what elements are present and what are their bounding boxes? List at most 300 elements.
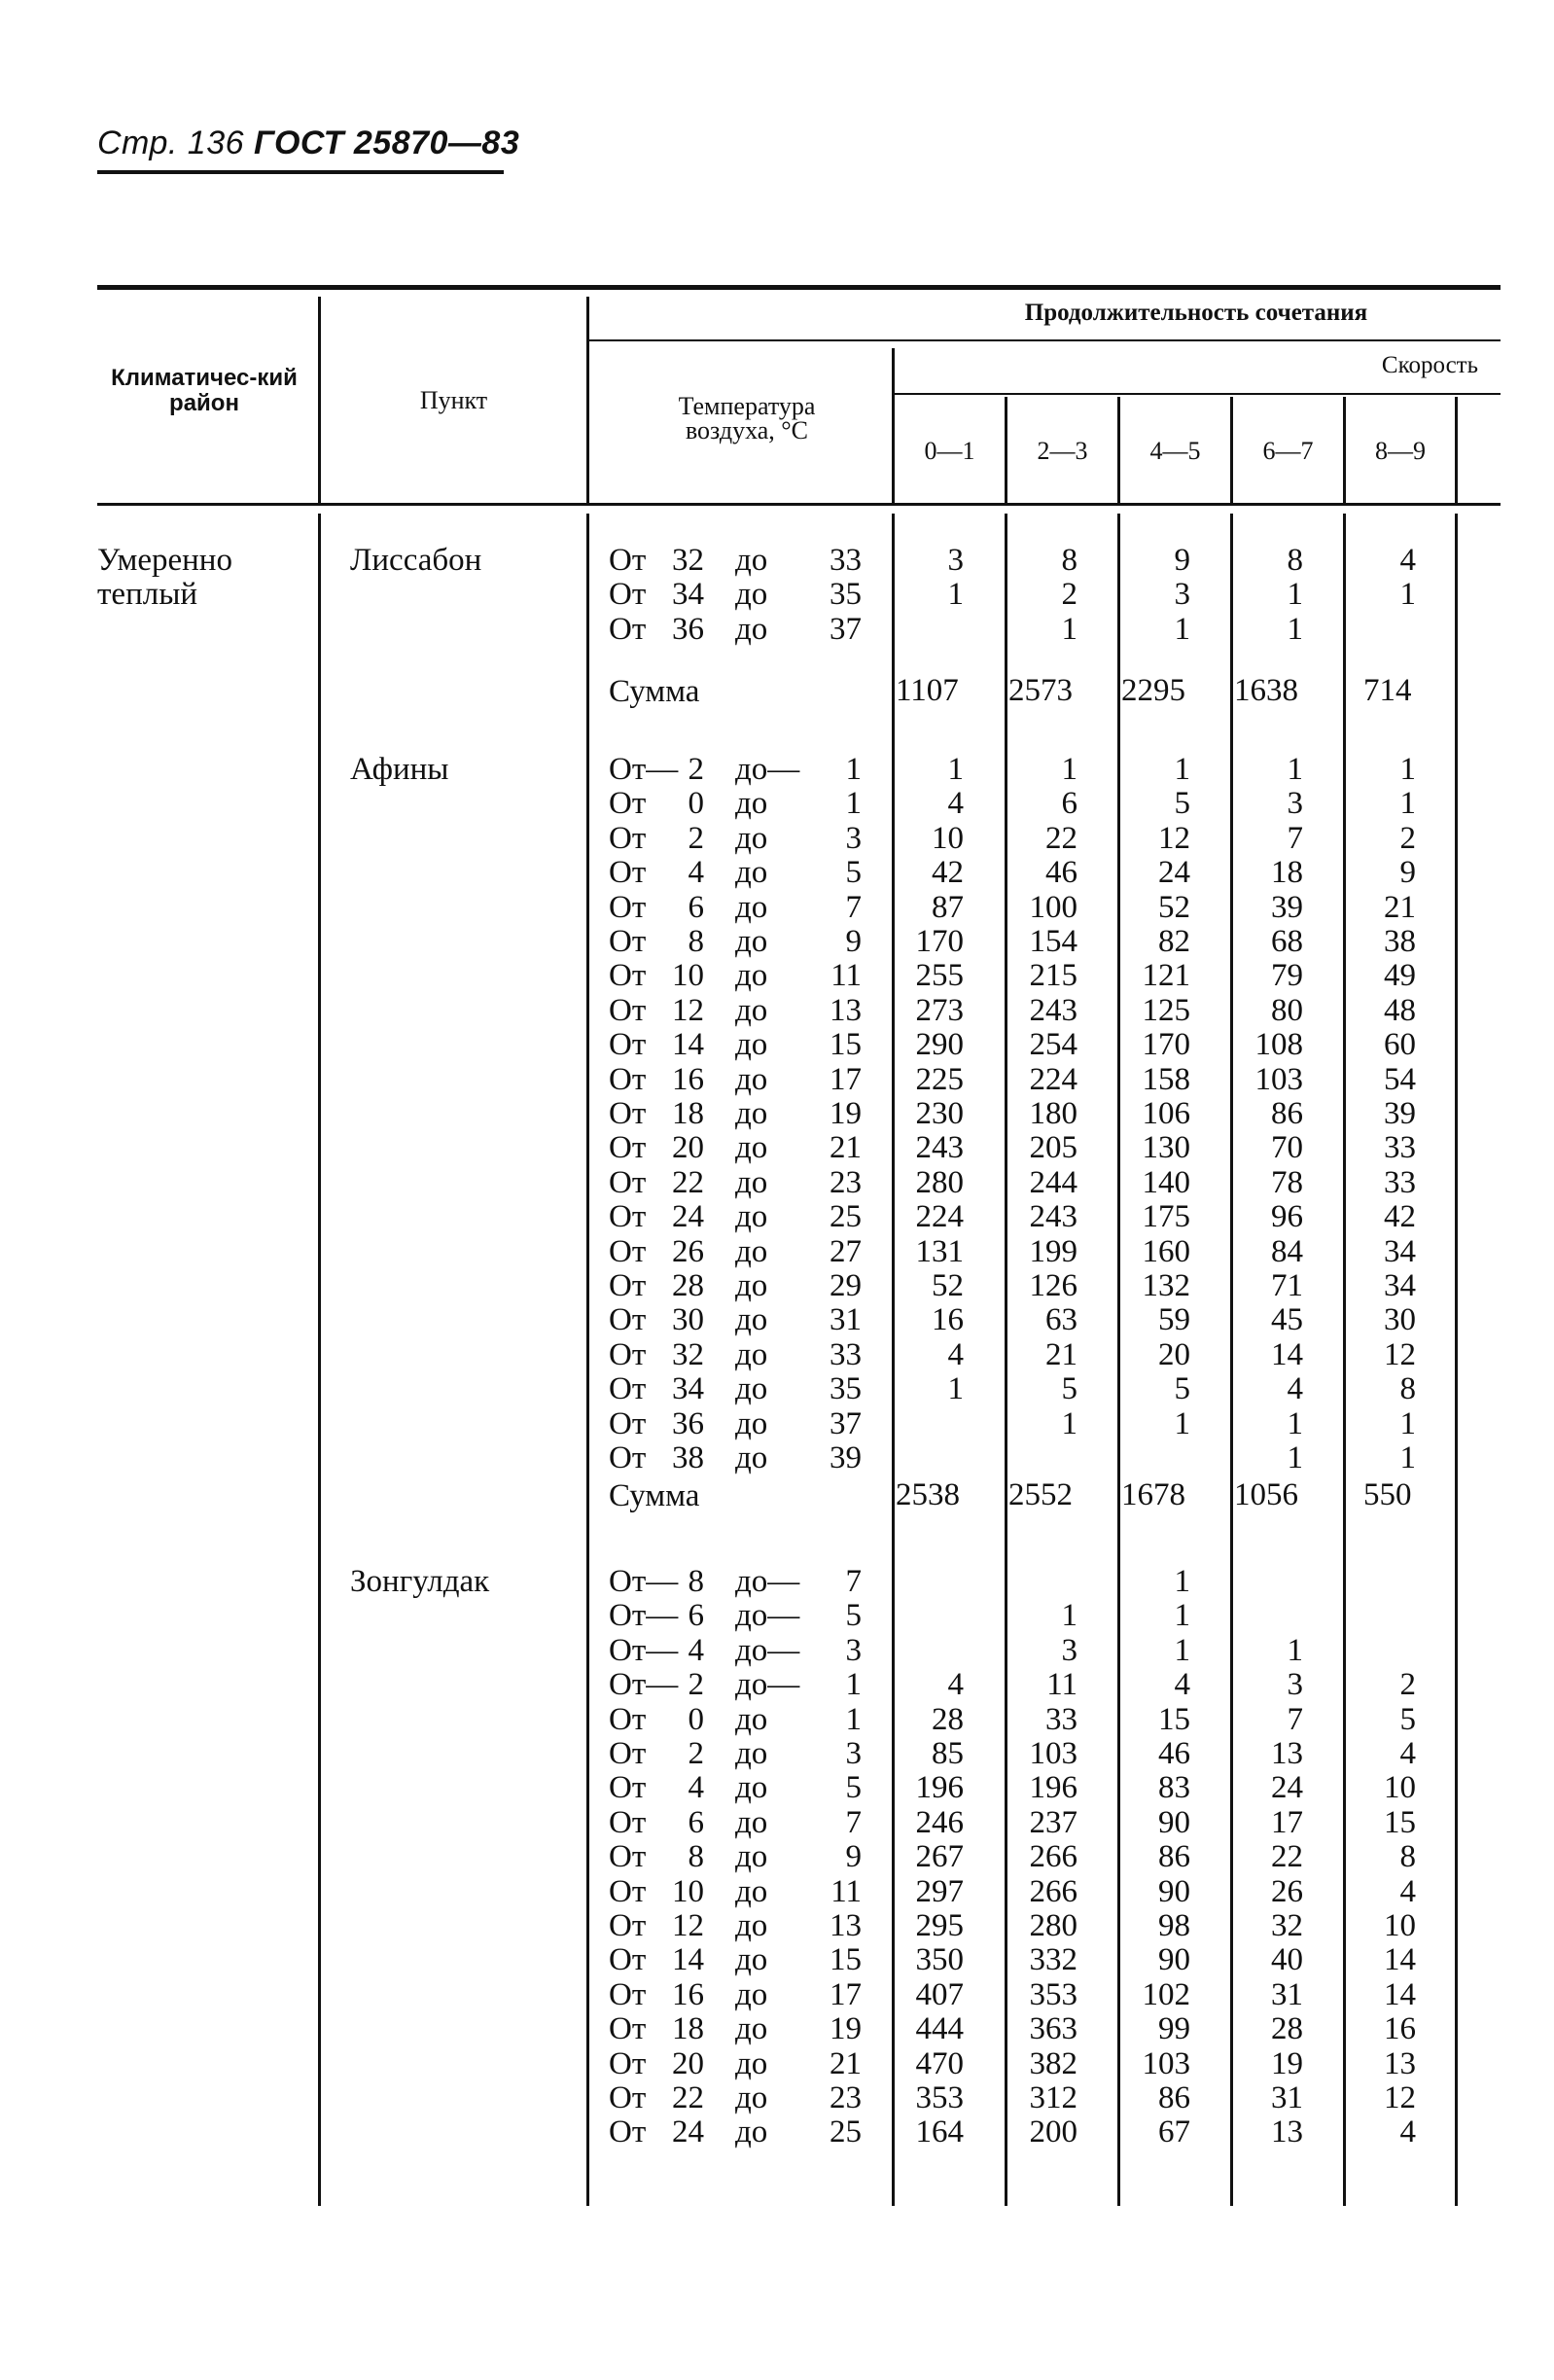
duration-value: 28 xyxy=(1271,2011,1303,2047)
range-from-value: 16 xyxy=(672,1976,704,2012)
range-to-value: 27 xyxy=(830,1233,862,1269)
duration-value: 470 xyxy=(915,2045,964,2081)
duration-value: 407 xyxy=(915,1976,964,2012)
duration-value: 40 xyxy=(1271,1942,1303,1978)
body-divider xyxy=(586,514,589,2206)
duration-value: 85 xyxy=(932,1736,964,1771)
range-from-label: От— xyxy=(609,1598,679,1634)
duration-value: 444 xyxy=(915,2011,964,2047)
range-from-label: От xyxy=(609,924,647,959)
duration-value: 170 xyxy=(1142,1027,1190,1063)
range-to-value: 29 xyxy=(830,1268,862,1303)
range-to-label: до xyxy=(735,1440,768,1475)
temperature-range xyxy=(609,1840,871,1875)
duration-value: 16 xyxy=(1384,2011,1416,2047)
duration-value: 98 xyxy=(1158,1908,1190,1943)
range-to-label: до xyxy=(735,1199,768,1235)
station-name: Зонгулдак xyxy=(350,1564,490,1599)
duration-value: 9 xyxy=(1399,855,1416,891)
duration-value: 1 xyxy=(1287,752,1303,787)
range-to-label: до xyxy=(735,1164,768,1200)
duration-value: 1 xyxy=(1399,577,1416,613)
range-to-label: до xyxy=(735,1942,768,1978)
range-from-value: 16 xyxy=(672,1061,704,1097)
range-from-label: От xyxy=(609,1268,647,1303)
range-to-label: до xyxy=(735,820,768,856)
duration-value: 4 xyxy=(1174,1667,1190,1703)
duration-value: 3 xyxy=(947,543,964,578)
temperature-range xyxy=(609,2012,871,2047)
range-from-label: От xyxy=(609,1839,647,1875)
range-from-label: От xyxy=(609,577,647,613)
duration-value: 86 xyxy=(1271,1096,1303,1131)
duration-value: 4 xyxy=(1399,1873,1416,1909)
duration-value: 46 xyxy=(1045,855,1077,891)
range-to-label: до xyxy=(735,1061,768,1097)
range-to-label: до xyxy=(735,2114,768,2150)
duration-value: 4 xyxy=(1399,1736,1416,1771)
range-to-value: 7 xyxy=(845,1804,862,1840)
duration-value: 225 xyxy=(915,1061,964,1097)
range-from-value: 32 xyxy=(672,1336,704,1372)
duration-value: 140 xyxy=(1142,1164,1190,1200)
sum-label: Сумма xyxy=(609,674,700,709)
range-to-value: 7 xyxy=(845,1564,862,1599)
range-from-label: От xyxy=(609,1164,647,1200)
duration-value: 180 xyxy=(1029,1096,1077,1131)
duration-value: 103 xyxy=(1029,1736,1077,1771)
duration-value: 86 xyxy=(1158,1839,1190,1875)
duration-value: 7 xyxy=(1287,1701,1303,1737)
duration-value: 84 xyxy=(1271,1233,1303,1269)
range-from-value: 6 xyxy=(688,1804,704,1840)
duration-value: 87 xyxy=(932,889,964,925)
duration-value: 13 xyxy=(1271,1736,1303,1771)
duration-value: 1 xyxy=(1399,752,1416,787)
range-to-value: 23 xyxy=(830,2080,862,2115)
duration-value: 1 xyxy=(1174,1405,1190,1441)
sum-value: 2552 xyxy=(1008,1477,1073,1512)
duration-value: 243 xyxy=(1029,992,1077,1028)
duration-value: 5 xyxy=(1399,1701,1416,1737)
duration-value: 5 xyxy=(1061,1371,1077,1407)
range-from-value: 30 xyxy=(672,1302,704,1338)
duration-value: 5 xyxy=(1174,786,1190,822)
range-from-value: 14 xyxy=(672,1942,704,1978)
duration-value: 280 xyxy=(1029,1908,1077,1943)
speed-range-header: 4—5 xyxy=(1149,437,1201,465)
duration-value: 4 xyxy=(1287,1371,1303,1407)
sum-value: 550 xyxy=(1363,1477,1412,1512)
duration-value: 2 xyxy=(1399,820,1416,856)
range-from-value: 0 xyxy=(688,1701,704,1737)
range-to-value: 25 xyxy=(830,1199,862,1235)
range-to-label: до xyxy=(735,1770,768,1806)
range-to-value: 3 xyxy=(845,1736,862,1771)
duration-value: 71 xyxy=(1271,1268,1303,1303)
duration-value: 100 xyxy=(1029,889,1077,925)
range-from-label: От xyxy=(609,2114,647,2150)
range-to-value: 17 xyxy=(830,1061,862,1097)
temperature-range xyxy=(609,1063,871,1098)
duration-value: 82 xyxy=(1158,924,1190,959)
duration-value: 42 xyxy=(932,855,964,891)
range-from-value: 12 xyxy=(672,1908,704,1943)
range-from-label: От xyxy=(609,855,647,891)
range-from-label: От xyxy=(609,1770,647,1806)
range-from-label: От xyxy=(609,786,647,822)
range-to-value: 13 xyxy=(830,1908,862,1943)
range-to-label: до xyxy=(735,992,768,1028)
temperature-range xyxy=(609,925,871,960)
duration-value: 1 xyxy=(947,752,964,787)
duration-value: 4 xyxy=(947,786,964,822)
duration-value: 1 xyxy=(1174,1632,1190,1668)
range-to-label: до— xyxy=(735,1598,800,1634)
duration-value: 38 xyxy=(1384,924,1416,959)
header-bottom-rule xyxy=(97,503,1501,506)
duration-value: 170 xyxy=(915,924,964,959)
speed-range-header: 2—3 xyxy=(1037,437,1088,465)
duration-value: 1 xyxy=(947,1371,964,1407)
range-to-value: 1 xyxy=(845,752,862,787)
header-divider xyxy=(1455,397,1458,503)
temperature-range xyxy=(609,1806,871,1841)
duration-value: 68 xyxy=(1271,924,1303,959)
range-to-label: до xyxy=(735,2011,768,2047)
range-to-label: до xyxy=(735,1405,768,1441)
duration-value: 1 xyxy=(1287,1405,1303,1441)
duration-value: 60 xyxy=(1384,1027,1416,1063)
temperature-range xyxy=(609,959,871,994)
range-from-label: От xyxy=(609,1061,647,1097)
range-to-label: до xyxy=(735,889,768,925)
region-name xyxy=(97,544,232,613)
temperature-range xyxy=(609,1028,871,1063)
range-to-value: 37 xyxy=(830,611,862,647)
range-to-value: 33 xyxy=(830,543,862,578)
range-from-value: 18 xyxy=(672,1096,704,1131)
range-to-value: 7 xyxy=(845,889,862,925)
duration-value: 1 xyxy=(1399,786,1416,822)
range-from-label: От xyxy=(609,2045,647,2081)
range-from-label: От xyxy=(609,611,647,647)
range-to-label: до xyxy=(735,1302,768,1338)
duration-value: 79 xyxy=(1271,958,1303,994)
body-divider xyxy=(1455,514,1458,2206)
duration-value: 10 xyxy=(1384,1770,1416,1806)
duration-value: 31 xyxy=(1271,1976,1303,2012)
speed-rule xyxy=(893,393,1501,395)
duration-value: 130 xyxy=(1142,1130,1190,1166)
range-to-value: 35 xyxy=(830,1371,862,1407)
duration-value: 132 xyxy=(1142,1268,1190,1303)
range-to-label: до xyxy=(735,2080,768,2115)
duration-value: 224 xyxy=(915,1199,964,1235)
station-name: Афины xyxy=(350,752,449,787)
duration-value: 8 xyxy=(1061,543,1077,578)
duration-value: 1 xyxy=(1174,752,1190,787)
range-to-value: 15 xyxy=(830,1027,862,1063)
duration-value: 295 xyxy=(915,1908,964,1943)
temperature-range xyxy=(609,1441,871,1476)
range-from-value: 2 xyxy=(688,1736,704,1771)
range-from-value: 6 xyxy=(688,1598,704,1634)
range-to-label: до xyxy=(735,1233,768,1269)
range-from-label: От xyxy=(609,1096,647,1131)
duration-value: 14 xyxy=(1271,1336,1303,1372)
range-from-label: От xyxy=(609,1942,647,1978)
duration-value: 266 xyxy=(1029,1839,1077,1875)
duration-value: 7 xyxy=(1287,820,1303,856)
temperature-range xyxy=(609,1703,871,1738)
range-to-label: до xyxy=(735,577,768,613)
range-to-value: 17 xyxy=(830,1976,862,2012)
range-from-label: От xyxy=(609,1405,647,1441)
duration-value: 160 xyxy=(1142,1233,1190,1269)
sum-value: 2295 xyxy=(1121,673,1185,708)
range-from-label: От xyxy=(609,543,647,578)
duration-value: 3 xyxy=(1174,577,1190,613)
duration-value: 54 xyxy=(1384,1061,1416,1097)
duration-value: 290 xyxy=(915,1027,964,1063)
temperature-range xyxy=(609,1668,871,1703)
temperature-range xyxy=(609,1097,871,1132)
duration-value: 90 xyxy=(1158,1942,1190,1978)
duration-value: 267 xyxy=(915,1839,964,1875)
range-from-value: 10 xyxy=(672,958,704,994)
temperature-range xyxy=(609,1166,871,1201)
duration-value: 3 xyxy=(1287,786,1303,822)
range-from-label: От xyxy=(609,1130,647,1166)
range-to-label: до xyxy=(735,1701,768,1737)
range-to-value: 39 xyxy=(830,1440,862,1475)
duration-value: 125 xyxy=(1142,992,1190,1028)
range-from-value: 4 xyxy=(688,855,704,891)
duration-value: 353 xyxy=(915,2080,964,2115)
duration-value: 243 xyxy=(1029,1199,1077,1235)
duration-value: 154 xyxy=(1029,924,1077,959)
duration-value: 24 xyxy=(1158,855,1190,891)
duration-value: 103 xyxy=(1254,1061,1303,1097)
range-to-value: 31 xyxy=(830,1302,862,1338)
range-to-label: до xyxy=(735,958,768,994)
duration-value: 237 xyxy=(1029,1804,1077,1840)
range-to-label: до xyxy=(735,1371,768,1407)
duration-value: 121 xyxy=(1142,958,1190,994)
point-header: Пункт xyxy=(419,386,488,414)
temperature-range xyxy=(609,1235,871,1270)
duration-value: 39 xyxy=(1384,1096,1416,1131)
duration-value: 14 xyxy=(1384,1976,1416,2012)
temperature-range xyxy=(609,1338,871,1373)
range-to-value: 11 xyxy=(830,958,862,994)
temperature-range xyxy=(609,2081,871,2116)
temperature-range xyxy=(609,544,871,579)
range-from-value: 36 xyxy=(672,1405,704,1441)
duration-value: 255 xyxy=(915,958,964,994)
duration-value: 1 xyxy=(1061,611,1077,647)
range-to-value: 5 xyxy=(845,855,862,891)
region-header: Климатичес-кий район xyxy=(111,365,298,416)
sum-value: 1638 xyxy=(1234,673,1298,708)
duration-value: 2 xyxy=(1061,577,1077,613)
duration-value: 45 xyxy=(1271,1302,1303,1338)
temperature-range xyxy=(609,1909,871,1944)
duration-value: 10 xyxy=(932,820,964,856)
duration-value: 13 xyxy=(1271,2114,1303,2150)
duration-value: 102 xyxy=(1142,1976,1190,2012)
range-to-label: до xyxy=(735,1873,768,1909)
range-to-value: 1 xyxy=(845,786,862,822)
table-top-rule xyxy=(97,285,1501,290)
speed-range-header: 8—9 xyxy=(1375,437,1426,465)
duration-value: 3 xyxy=(1061,1632,1077,1668)
duration-value: 52 xyxy=(1158,889,1190,925)
range-to-label: до— xyxy=(735,752,800,787)
range-from-value: 22 xyxy=(672,2080,704,2115)
duration-value: 164 xyxy=(915,2114,964,2150)
duration-value: 273 xyxy=(915,992,964,1028)
duration-value: 254 xyxy=(1029,1027,1077,1063)
sum-value: 714 xyxy=(1363,673,1412,708)
range-from-value: 4 xyxy=(688,1770,704,1806)
range-to-label: до xyxy=(735,1839,768,1875)
duration-value: 196 xyxy=(915,1770,964,1806)
range-from-value: 20 xyxy=(672,2045,704,2081)
range-to-label: до xyxy=(735,1130,768,1166)
range-from-label: От xyxy=(609,1233,647,1269)
duration-value: 78 xyxy=(1271,1164,1303,1200)
range-to-label: до xyxy=(735,611,768,647)
duration-value: 200 xyxy=(1029,2114,1077,2150)
range-to-value: 21 xyxy=(830,2045,862,2081)
duration-value: 332 xyxy=(1029,1942,1077,1978)
temperature-range xyxy=(609,1943,871,1978)
range-from-label: От xyxy=(609,2011,647,2047)
duration-value: 2 xyxy=(1399,1667,1416,1703)
range-to-value: 33 xyxy=(830,1336,862,1372)
range-from-value: 2 xyxy=(688,820,704,856)
duration-value: 244 xyxy=(1029,1164,1077,1200)
range-from-label: От xyxy=(609,1804,647,1840)
range-from-value: 6 xyxy=(688,889,704,925)
range-from-value: 2 xyxy=(688,1667,704,1703)
station-name: Лиссабон xyxy=(350,543,482,578)
range-from-value: 2 xyxy=(688,752,704,787)
duration-value: 8 xyxy=(1399,1371,1416,1407)
range-to-value: 19 xyxy=(830,2011,862,2047)
duration-value: 108 xyxy=(1254,1027,1303,1063)
range-from-label: От xyxy=(609,1302,647,1338)
duration-value: 1 xyxy=(1287,1440,1303,1475)
sum-value: 2573 xyxy=(1008,673,1073,708)
temperature-range xyxy=(609,1771,871,1806)
duration-value: 215 xyxy=(1029,958,1077,994)
duration-value: 15 xyxy=(1384,1804,1416,1840)
duration-value: 31 xyxy=(1271,2080,1303,2115)
temperature-range xyxy=(609,2047,871,2082)
speed-range-header: 6—7 xyxy=(1262,437,1314,465)
duration-value: 382 xyxy=(1029,2045,1077,2081)
duration-value: 1 xyxy=(1061,1405,1077,1441)
range-from-value: 32 xyxy=(672,543,704,578)
temperature-range xyxy=(609,891,871,926)
range-from-value: 8 xyxy=(688,1839,704,1875)
temperature-range xyxy=(609,1131,871,1166)
range-from-value: 10 xyxy=(672,1873,704,1909)
range-to-value: 5 xyxy=(845,1770,862,1806)
duration-value: 1 xyxy=(1287,1632,1303,1668)
duration-value: 103 xyxy=(1142,2045,1190,2081)
duration-value: 199 xyxy=(1029,1233,1077,1269)
duration-value: 126 xyxy=(1029,1268,1077,1303)
body-divider xyxy=(318,514,321,2206)
duration-value: 1 xyxy=(1399,1440,1416,1475)
duration-value: 350 xyxy=(915,1942,964,1978)
temperature-range xyxy=(609,613,871,648)
duration-value: 158 xyxy=(1142,1061,1190,1097)
duration-value: 34 xyxy=(1384,1233,1416,1269)
sum-value: 2538 xyxy=(896,1477,960,1512)
duration-value: 33 xyxy=(1045,1701,1077,1737)
range-to-value: 15 xyxy=(830,1942,862,1978)
range-to-label: до— xyxy=(735,1632,800,1668)
range-to-label: до xyxy=(735,1268,768,1303)
duration-value: 22 xyxy=(1045,820,1077,856)
duration-value: 99 xyxy=(1158,2011,1190,2047)
duration-value: 297 xyxy=(915,1873,964,1909)
sum-value: 1056 xyxy=(1234,1477,1298,1512)
duration-value: 1 xyxy=(1174,1564,1190,1599)
range-from-label: От xyxy=(609,889,647,925)
duration-value: 266 xyxy=(1029,1873,1077,1909)
duration-value: 30 xyxy=(1384,1302,1416,1338)
range-from-label: От xyxy=(609,1701,647,1737)
duration-value: 4 xyxy=(947,1667,964,1703)
duration-value: 70 xyxy=(1271,1130,1303,1166)
range-to-label: до xyxy=(735,1096,768,1131)
range-from-value: 38 xyxy=(672,1440,704,1475)
duration-value: 90 xyxy=(1158,1804,1190,1840)
range-to-value: 19 xyxy=(830,1096,862,1131)
sum-value: 1107 xyxy=(896,673,959,708)
range-from-label: От xyxy=(609,1736,647,1771)
duration-value: 312 xyxy=(1029,2080,1077,2115)
temperature-range xyxy=(609,1200,871,1235)
duration-value: 131 xyxy=(915,1233,964,1269)
temperature-range xyxy=(609,1599,871,1634)
duration-value: 4 xyxy=(1399,543,1416,578)
range-from-value: 18 xyxy=(672,2011,704,2047)
range-to-label: до— xyxy=(735,1564,800,1599)
range-from-value: 26 xyxy=(672,1233,704,1269)
duration-value: 280 xyxy=(915,1164,964,1200)
temperature-range xyxy=(609,787,871,822)
range-from-label: От xyxy=(609,820,647,856)
range-to-label: до xyxy=(735,543,768,578)
duration-value: 21 xyxy=(1045,1336,1077,1372)
range-from-value: 4 xyxy=(688,1632,704,1668)
temperature-header: Температура воздуха, °С xyxy=(678,392,816,444)
range-from-label: От— xyxy=(609,752,679,787)
duration-value: 106 xyxy=(1142,1096,1190,1131)
duration-value: 67 xyxy=(1158,2114,1190,2150)
duration-value: 32 xyxy=(1271,1908,1303,1943)
duration-value: 33 xyxy=(1384,1164,1416,1200)
duration-value: 90 xyxy=(1158,1873,1190,1909)
duration-value: 33 xyxy=(1384,1130,1416,1166)
